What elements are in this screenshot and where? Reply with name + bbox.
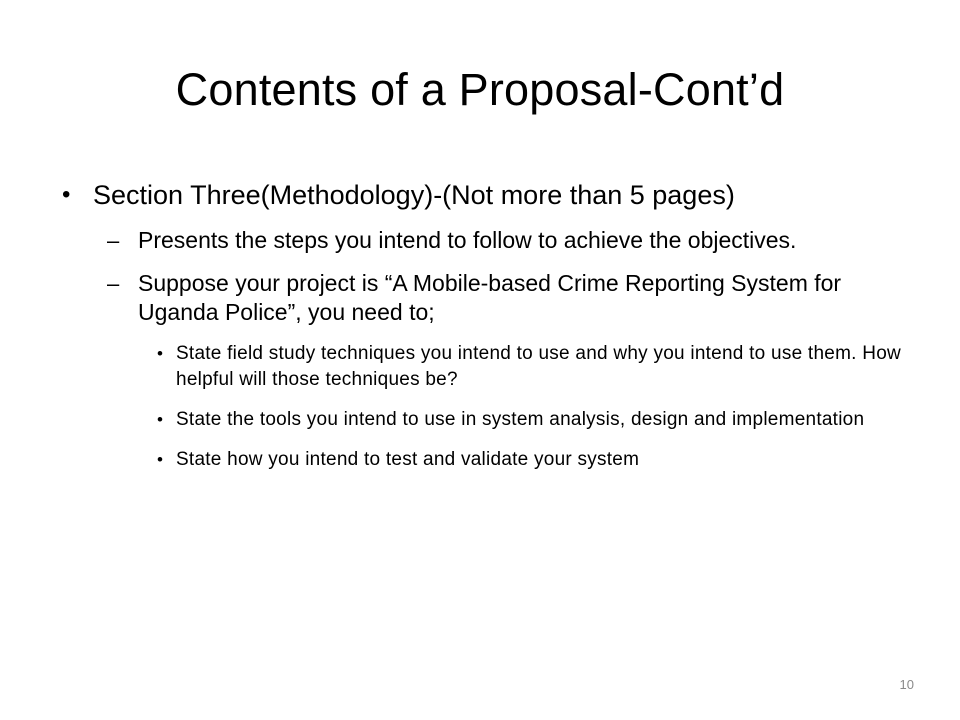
slide-number: 10 (899, 677, 914, 692)
bullet-section-three-text: Section Three(Methodology)-(Not more than 5 pages) (93, 180, 735, 210)
bullet-tools-text: State the tools you intend to use in system analysis, design and implementation (176, 409, 865, 430)
slide-content (62, 178, 902, 487)
bullet-field-study (157, 341, 902, 393)
bullet-field-study-text: State field study techniques you intend to use and why you intend to use them. How helpful will those techniques be? (176, 343, 901, 390)
bullet-presents-steps-text: Presents the steps you intend to follow to achieve the objectives. (138, 227, 797, 253)
bullet-test-validate-text: State how you intend to test and validate your system (176, 449, 640, 470)
bullet-dot-icon: • (157, 344, 164, 363)
dash-icon: – (107, 271, 120, 296)
bullet-section-three (62, 178, 902, 212)
bullet-suppose-project-text: Suppose your project is “A Mobile-based Crime Reporting System for Uganda Police”, you need to; (138, 270, 842, 325)
bullet-presents-steps (107, 226, 902, 255)
bullet-tools (157, 407, 902, 433)
bullet-test-validate (157, 447, 902, 473)
dash-icon: – (107, 228, 120, 253)
slide-title: Contents of a Proposal-Cont’d (175, 64, 785, 115)
bullet-dot-icon: • (62, 181, 71, 208)
bullet-suppose-project (107, 269, 902, 327)
bullet-dot-icon: • (157, 410, 164, 429)
bullet-dot-icon: • (157, 450, 164, 469)
